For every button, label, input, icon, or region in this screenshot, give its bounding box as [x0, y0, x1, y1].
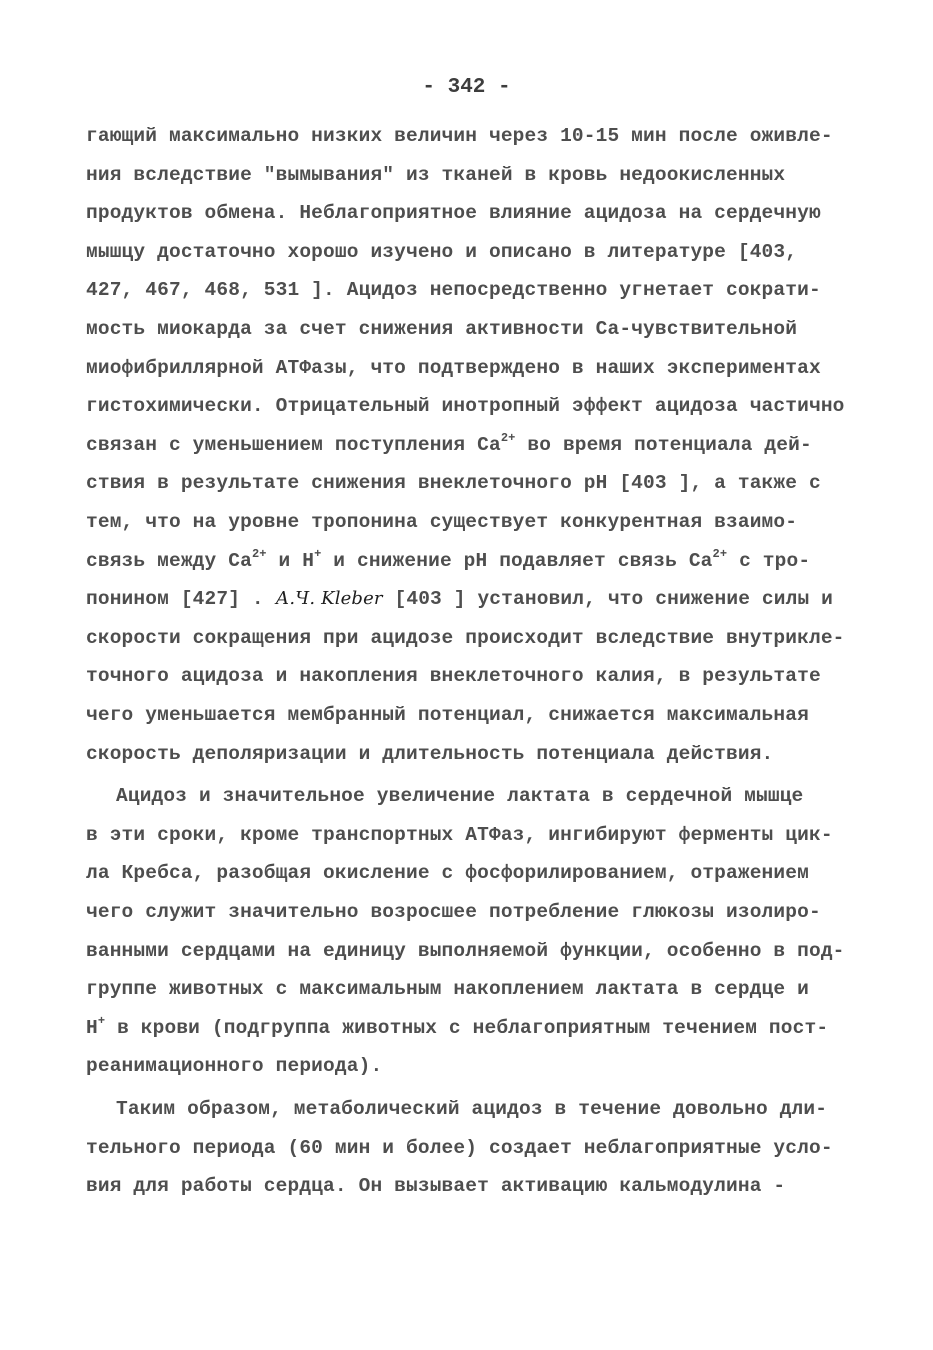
text-segment: 427, 467, 468, 531 ]. Ацидоз непосредственно угнетает сократи-: [86, 279, 821, 302]
superscript: 2+: [500, 430, 516, 445]
text-line: [86, 1047, 846, 1085]
text-line: [86, 117, 846, 155]
text-segment: [403 ] установил, что снижение силы и: [382, 588, 834, 611]
handwritten-author: А.Ч. Kleber: [275, 588, 383, 610]
text-segment: в крови (подгруппа животных с неблагоприятным течением пост-: [105, 1016, 829, 1039]
text-line: [86, 619, 846, 657]
text-line: [86, 503, 846, 541]
text-segment: продуктов обмена. Неблагоприятное влияние ацидоза на сердечную: [86, 202, 821, 225]
text-line: [86, 387, 846, 425]
text-segment: связь между Са: [86, 549, 252, 572]
text-segment: в эти сроки, кроме транспортных АТФаз, ингибируют ферменты цик-: [86, 823, 833, 846]
text-segment: гистохимически. Отрицательный инотропный эффект ацидоза частично: [86, 395, 845, 418]
text-line: [86, 349, 846, 387]
text-segment: и снижение рН подавляет связь Са: [321, 549, 713, 572]
text-segment: ствия в результате снижения внеклеточного рН [403 ], а также с: [86, 472, 821, 495]
text-line: [86, 542, 846, 580]
superscript: +: [97, 1013, 106, 1028]
text-line: [86, 1009, 846, 1047]
superscript: +: [314, 546, 322, 561]
text-line: [86, 464, 846, 502]
text-line: [86, 271, 846, 309]
text-line: [86, 580, 846, 618]
text-segment: мость миокарда за счет снижения активности Са-чувствительной: [86, 318, 798, 340]
text-segment: скорости сокращения при ацидозе происходит вследствие внутрикле-: [86, 626, 845, 649]
text-segment: связан с уменьшением поступления Са: [86, 433, 501, 456]
text-segment: ла Кребса, разобщая окисление с фосфорилированием, отражением: [86, 862, 809, 885]
text-line: [86, 696, 846, 734]
text-segment: вия для работы сердца. Он вызывает активацию кальмодулина -: [86, 1175, 786, 1198]
text-line: [86, 893, 846, 931]
text-segment: скорость деполяризации и длительность потенциала действия.: [86, 742, 774, 765]
text-line: [86, 1129, 846, 1167]
text-segment: Н: [86, 1016, 98, 1039]
text-line: [86, 233, 846, 271]
text-segment: мышцу достаточно хорошо изучено и описано в литературе [403,: [86, 240, 798, 263]
text-line: [86, 1167, 846, 1205]
text-line: [116, 1090, 876, 1128]
text-segment: Таким образом, метаболический ацидоз в течение довольно дли-: [116, 1098, 828, 1120]
text-line: [86, 426, 846, 464]
page-number: - 342 -: [422, 76, 511, 99]
text-segment: тельного периода (60 мин и более) создает неблагоприятные усло-: [86, 1136, 833, 1159]
text-segment: во время потенциала дей-: [515, 433, 812, 456]
text-segment: и Н: [266, 549, 315, 572]
text-segment: ния вследствие "вымывания" из тканей в кровь недоокисленных: [86, 163, 786, 186]
text-segment: миофибриллярной АТФазы, что подтверждено в наших экспериментах: [86, 356, 821, 379]
text-line: [86, 932, 846, 970]
text-segment: ванными сердцами на единицу выполняемой функции, особенно в под-: [86, 939, 845, 962]
text-line: [116, 777, 876, 815]
text-line: [86, 816, 846, 854]
text-line: [86, 310, 846, 348]
text-segment: с тро-: [727, 549, 811, 572]
text-segment: Ацидоз и значительное увеличение лактата в сердечной мышце: [116, 785, 804, 808]
text-segment: гающий максимально низких величин через 10-15 мин после оживле-: [86, 125, 833, 147]
text-segment: чего служит значительно возросшее потребление глюкозы изолиро-: [86, 901, 821, 923]
text-segment: точного ацидоза и накопления внеклеточного калия, в результате: [86, 665, 821, 688]
text-segment: тем, что на уровне тропонина существует конкурентная взаимо-: [86, 511, 798, 533]
text-line: [86, 854, 846, 892]
text-segment: группе животных с максимальным накоплением лактата в сердце и: [86, 978, 809, 1001]
text-line: [86, 194, 846, 232]
text-line: [86, 156, 846, 194]
superscript: 2+: [712, 546, 728, 561]
text-segment: понином [427] .: [86, 588, 276, 611]
text-segment: чего уменьшается мембранный потенциал, снижается максимальная: [86, 704, 809, 726]
text-line: [86, 970, 846, 1008]
superscript: 2+: [251, 546, 267, 561]
text-line: [86, 657, 846, 695]
text-segment: реанимационного периода).: [86, 1055, 383, 1078]
text-line: [86, 735, 846, 773]
